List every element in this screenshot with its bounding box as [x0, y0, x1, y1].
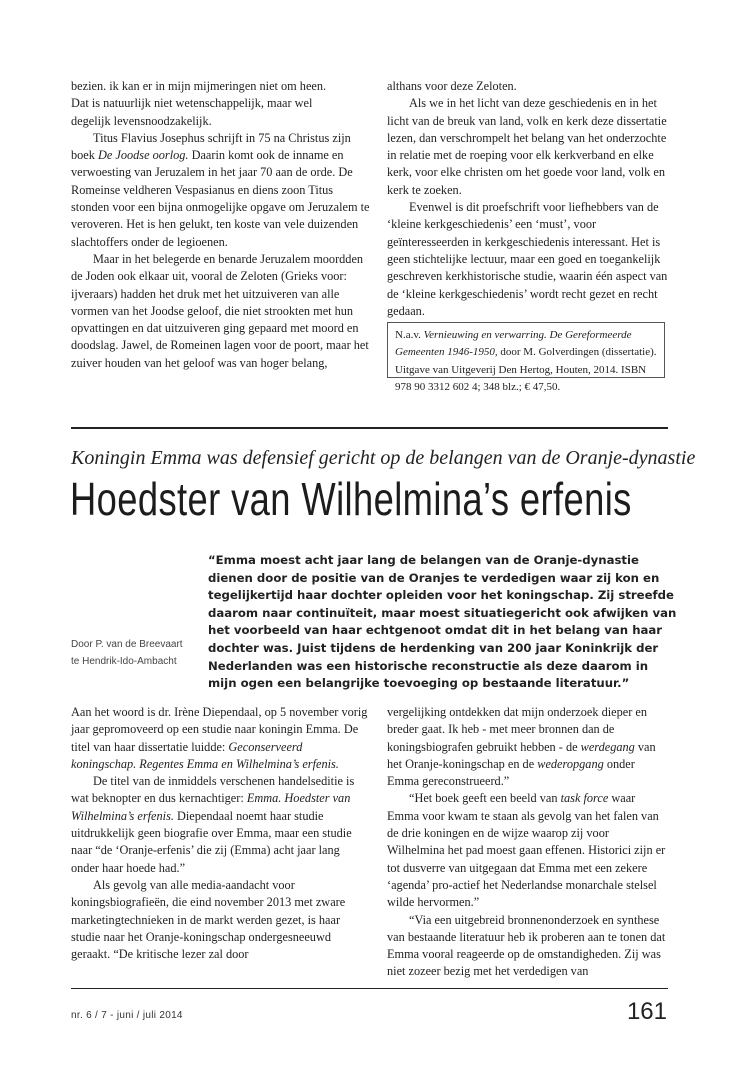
- paragraph-bronnenonderzoek: “Via een uitgebreid bronnenonderzoek en synthese van bestaande literatuur heb ik proberen aan te tonen dat Emma vooral reageerde op de omstandigheden. Zij was niet zozeer bezig met het verdedigen van: [387, 912, 666, 979]
- top-left-column: [71, 78, 371, 372]
- paragraph-media: Als gevolg van alle media-aandacht voor koningsbiografieën, die eind november 2013 met zware marketingtechnieken in de markt werden gezet, is haar studie naar het Oranje-koningschap ondergesneeuwd geraakt. “De kritische lezer zal door: [71, 877, 346, 962]
- article-kicker: Koningin Emma was defensief gericht op de belangen van de Oranje-dynastie: [71, 447, 696, 469]
- top-right-column: [387, 78, 669, 320]
- text-run: Diependaal noemt haar studie uitdrukkelijk geen biografie over Emma, maar een studie naar “de ‘Oranje-erfenis’ die zij (Emma) acht jaar lang onder haar hoede had.”: [71, 808, 352, 875]
- article-headline: Hoedster van Wilhelmina’s erfenis: [70, 473, 632, 525]
- text-run: van het Oranje-koningschap en de: [387, 739, 656, 771]
- article-divider: [71, 427, 668, 429]
- paragraph-zeloten: Maar in het belegerde en benarde Jeruzalem moordden de Joden ook elkaar uit, vooral de Zeloten (Grieks voor: ijveraars) hadden het druk met het uitzuiveren van alle vormen van het Joodse geloof, die niet strookten met hun opvattingen en dat uitzuiveren ging gepaard met moord en doodslag. Jawel, de Romeinen lagen voor de poort, maar het zuiver houden van het geloof was van hoger belang,: [71, 251, 369, 370]
- author-name: Door P. van de Breevaart: [71, 639, 183, 650]
- page-number: 161: [626, 998, 667, 1025]
- text-run: waar Emma voor kwam te staan als gevolg van het falen van de drie koningen en de wijze waarop zij voor Wilhelmina het pad moest gaan effenen. Historici zijn er tot dusverre van uitgegaan dat Emma met een zekere ‘agenda’ pro-actief het Nederlandse monarchale stelsel wilde hervormen.”: [387, 791, 666, 910]
- italic-term: task force: [560, 791, 609, 806]
- edition-title: Emma. Hoedster van Wilhelmina’s erfenis.: [71, 791, 351, 823]
- footer-divider: [71, 988, 668, 989]
- paragraph-continuation: althans voor deze Zeloten.: [387, 79, 517, 93]
- italic-term: wederopgang: [537, 756, 604, 771]
- issue-info: nr. 6 / 7 - juni / juli 2014: [71, 1010, 183, 1021]
- text-run: Titus Flavius Josephus schrijft in 75 na Christus zijn boek: [71, 130, 351, 163]
- text-run: door M. Golverdingen (dissertatie). Uitgave van Uitgeverij Den Hertog, Houten, 2014. ISBN 978 90 3312 602 4; 348 blz.; € 47,50.: [395, 346, 657, 393]
- paragraph-task-force: [387, 790, 669, 911]
- text-run: “Het boek geeft een beeld van: [409, 791, 561, 806]
- paragraph-intro: [71, 704, 369, 773]
- italic-term: werdegang: [580, 739, 635, 754]
- book-info-box: [387, 322, 665, 393]
- article-lead-quote: “Emma moest acht jaar lang de belangen van de Oranje-dynastie dienen door de positie van de Oranjes te verdedigen waar zij kon en tegelijkertijd haar dochter opleiden voor het koningschap. Zij streefde daarom naar continuïteit, maar moest situatiegericht ook afwijken van het voorbeeld van haar echtgenoot omdat dit in het belang van haar dochter was. Juist tijdens de herdenking van 200 jaar Koninkrijk der Nederlanden was een historische reconstructie als deze daarom in mijn ogen een belangrijke toevoeging op bestaande literatuur.”: [208, 553, 677, 691]
- text-run: N.a.v.: [395, 329, 424, 341]
- text-run: Daarin komt ook de inname en verwoesting van Jeruzalem in het jaar 70 aan de orde. De Romeinse veldheren Vespasianus en diens zoon Titus stonden voor een bijna onmogelijke opgave om Jeruzalem te veroveren. Het is hen gelukt, ten koste van vele duizenden slachtoffers onder de legioenen.: [71, 148, 370, 249]
- author-byline: [71, 636, 201, 671]
- text-line: Dat is natuurlijk niet wetenschappelijk, maar wel: [71, 96, 313, 111]
- text-run: Aan het woord is dr. Irène Diependaal, op 5 november vorig jaar gepromoveerd op een studie naar koningin Emma. De titel van haar dissertatie luidde:: [71, 705, 368, 754]
- text-line: degelijk levensnoodzakelijk.: [71, 113, 212, 128]
- paragraph-continuation: [71, 78, 371, 130]
- bottom-right-column: [387, 704, 669, 981]
- paragraph-dissertatie: Als we in het licht van deze geschiedenis en in het licht van de breuk van land, volk en kerk deze dissertatie lezen, dan verschrompelt het belang van het onderzochte in relatie met de roeping voor elk kerkverband en elke kerk, voor elke christen om het goede voor land, volk en kerk te zoeken.: [387, 96, 667, 197]
- paragraph-josephus: [71, 130, 371, 251]
- text-run: onder Emma gereconstrueerd.”: [387, 756, 635, 789]
- book-title: De Joodse oorlog.: [97, 148, 189, 163]
- paragraph-handelseditie: [71, 773, 369, 877]
- author-location: te Hendrik-Ido-Ambacht: [71, 656, 177, 668]
- paragraph-continuation: [387, 704, 669, 790]
- bottom-left-column: [71, 704, 369, 963]
- dissertation-title: Geconserveerd koningschap. Regentes Emma en Wilhelmina’s erfenis.: [71, 739, 339, 771]
- paragraph-proefschrift: Evenwel is dit proefschrift voor liefhebbers van de ‘kleine kerkgeschiedenis’ een ‘must’, voor geïnteresseerden in kerkgeschiedenis interessant. Het is geen stichtelijke lectuur, maar een goed en toegankelijk geschreven kerkhistorische studie, waarin één aspect van de ‘kleine kerkgeschiedenis’ wordt recht gezet en recht gedaan.: [387, 200, 668, 318]
- book-title: Vernieuwing en verwarring. De Gereformeerde Gemeenten 1946-1950,: [395, 329, 632, 359]
- text-line: bezien. ik kan er in mijn mijmeringen niet om heen.: [71, 79, 327, 93]
- text-run: De titel van de inmiddels verschenen handelseditie is wat beknopter en dus kernachtiger:: [71, 774, 355, 806]
- text-run: vergelijking ontdekken dat mijn onderzoek dieper en breder gaat. Ik heb - met meer bronnen dan de koningsbiografen gebruikt hebben - de: [387, 705, 647, 754]
